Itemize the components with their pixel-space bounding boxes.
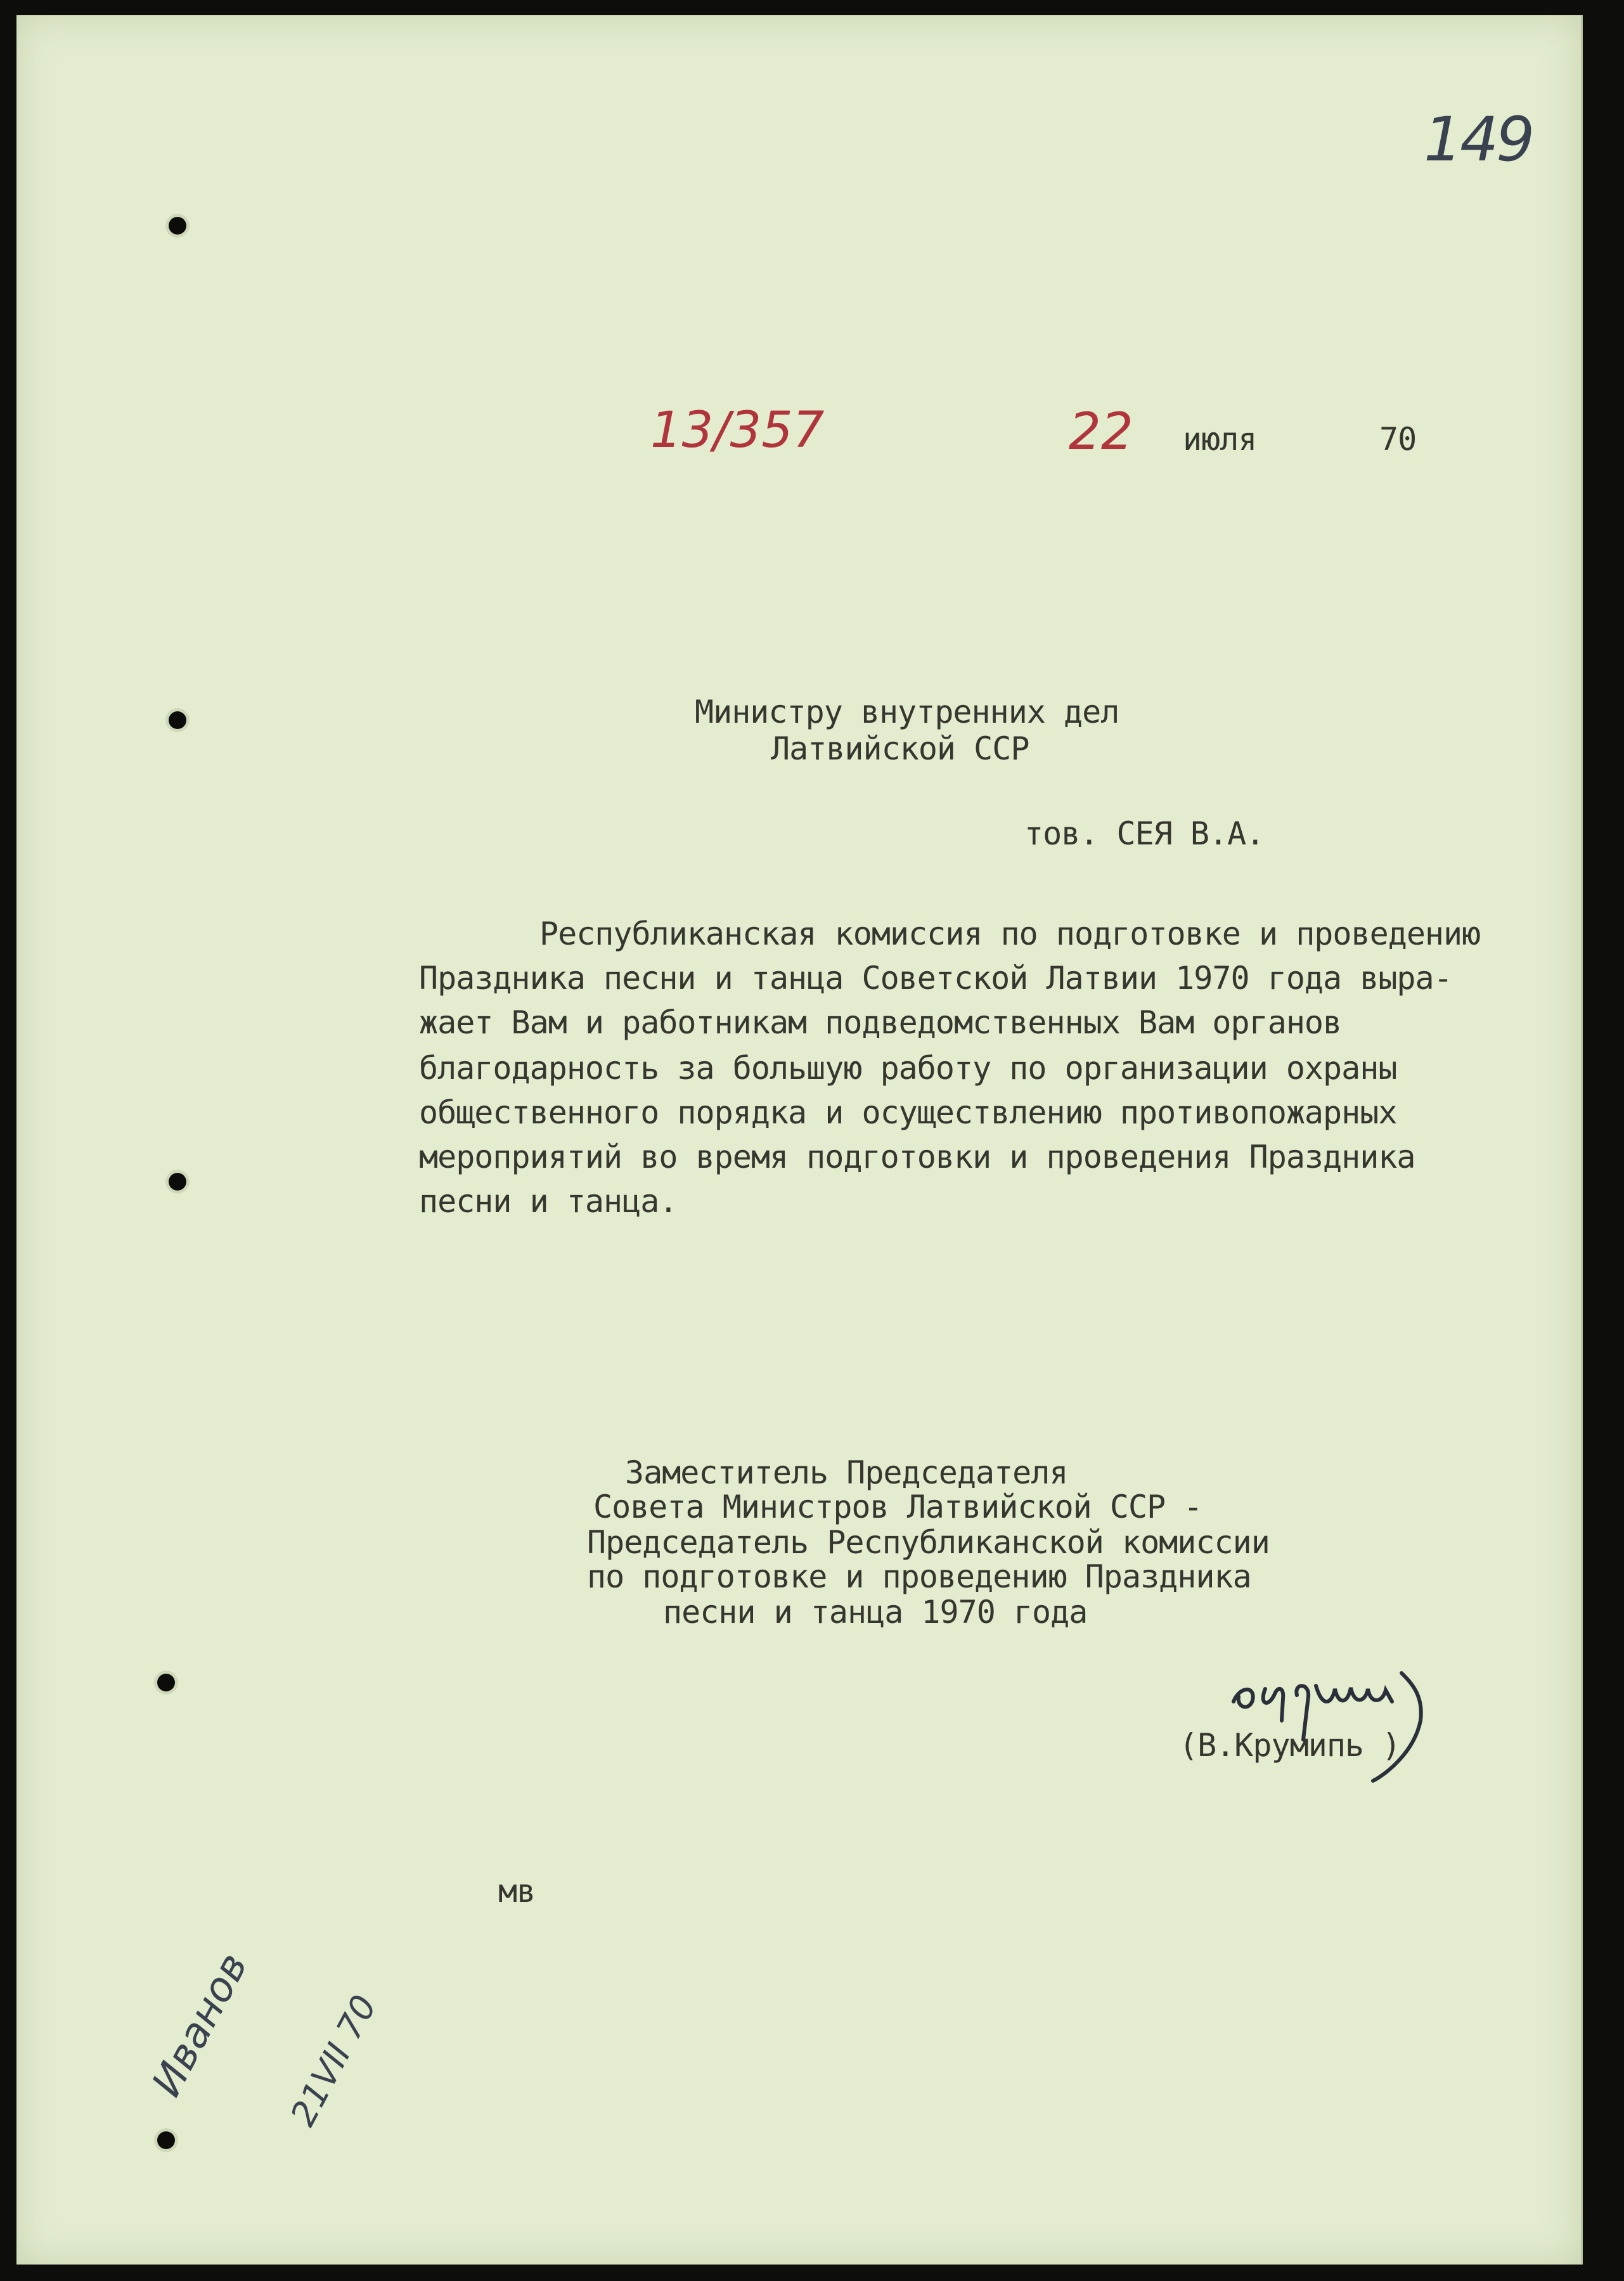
typist-initials: мв bbox=[498, 1873, 536, 1909]
body-line-6: мероприятий во время подготовки и проведения Праздника bbox=[419, 1139, 1415, 1175]
body-line-4: благодарность за большую работу по организации охраны bbox=[419, 1050, 1397, 1087]
signatory-title-5: песни и танца 1970 года bbox=[663, 1594, 1088, 1631]
addressee-line-2: Латвийской ССР bbox=[771, 730, 1029, 767]
signatory-title-1: Заместитель Председателя bbox=[625, 1454, 1068, 1491]
body-line-1: Республиканская комиссия по подготовке и проведению bbox=[539, 915, 1481, 952]
binder-hole-1 bbox=[169, 217, 186, 235]
binder-hole-2 bbox=[169, 711, 186, 729]
body-line-7: песни и танца. bbox=[419, 1183, 678, 1220]
registration-number: 13/357 bbox=[650, 402, 825, 459]
handwritten-note-name: Иванов bbox=[143, 1945, 257, 2104]
binder-hole-3 bbox=[169, 1173, 186, 1191]
body-line-5: общественного порядка и осуществлению противопожарных bbox=[419, 1094, 1397, 1131]
date-month: июля bbox=[1183, 421, 1257, 458]
body-line-3: жает Вам и работникам подведомственных Вам органов bbox=[419, 1004, 1342, 1041]
signatory-title-2: Совета Министров Латвийской ССР - bbox=[593, 1489, 1202, 1525]
handwritten-note-date: 21VII 70 bbox=[283, 1988, 385, 2133]
addressee-line-1: Министру внутренних дел bbox=[695, 694, 1119, 730]
signature bbox=[1221, 1625, 1512, 1790]
signatory-title-3: Председатель Республиканской комиссии bbox=[587, 1524, 1270, 1561]
binder-hole-5 bbox=[157, 2131, 175, 2149]
date-year: 70 bbox=[1379, 421, 1417, 458]
date-day: 22 bbox=[1069, 402, 1133, 461]
addressee-name: тов. СЕЯ В.А. bbox=[1024, 815, 1265, 852]
signatory-title-4: по подготовке и проведению Праздника bbox=[587, 1558, 1251, 1595]
page-number: 149 bbox=[1424, 104, 1533, 175]
document-page bbox=[16, 15, 1583, 2265]
body-line-2: Праздника песни и танца Советской Латвии 1970 года выра- bbox=[419, 960, 1452, 997]
binder-hole-4 bbox=[157, 1674, 175, 1691]
signatory-name: (В.Крумипь ) bbox=[1179, 1727, 1401, 1764]
